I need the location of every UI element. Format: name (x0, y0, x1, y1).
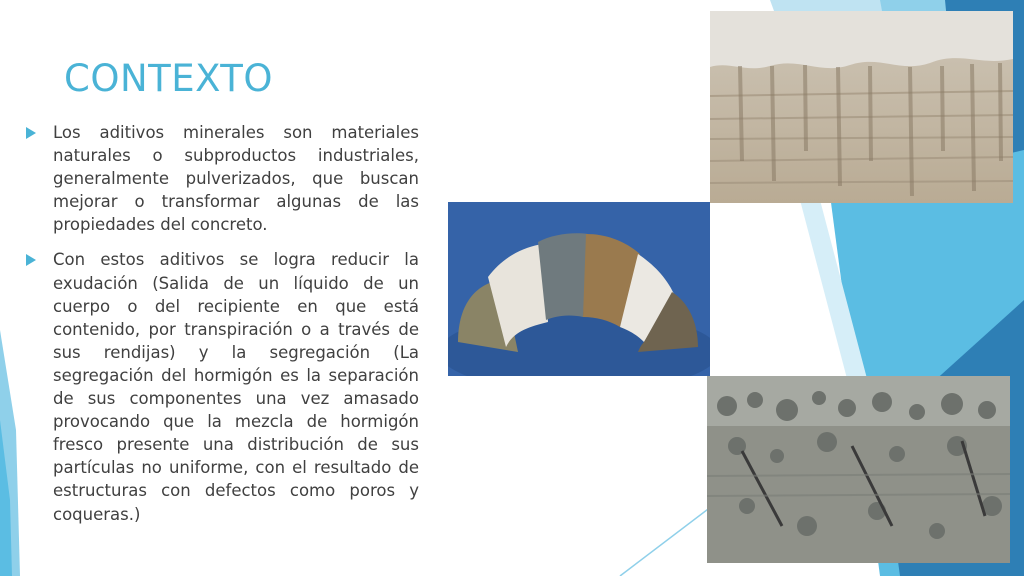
bullet-text: Con estos aditivos se logra reducir la exudación (Salida de un líquido de un cuerpo o del recipiente en que está contenido, por transpiración o a través de sus rendijas) y la segregación (La segregación del hormigón es la separación de sus componentes una vez amasado provocando que la mezcla de hormigón fresco presente una distribución de sus partículas no uniforme, con el resultado de estructuras con defectos como poros y coqueras.) (53, 250, 419, 524)
triangle-bullet-icon (26, 127, 36, 139)
photo-concrete-bleeding (710, 11, 1013, 203)
photo-concrete-segregation (707, 376, 1010, 563)
triangle-bullet-icon (26, 254, 36, 266)
slide-title: CONTEXTO (64, 57, 274, 100)
bullet-item (26, 248, 419, 525)
bullet-list (26, 121, 419, 538)
photo-mineral-powders (448, 202, 710, 376)
bullet-text: Los aditivos minerales son materiales naturales o subproductos industriales, generalmente pulverizados, que buscan mejorar o transformar algunas de las propiedades del concreto. (53, 123, 419, 235)
bullet-item (26, 121, 419, 236)
